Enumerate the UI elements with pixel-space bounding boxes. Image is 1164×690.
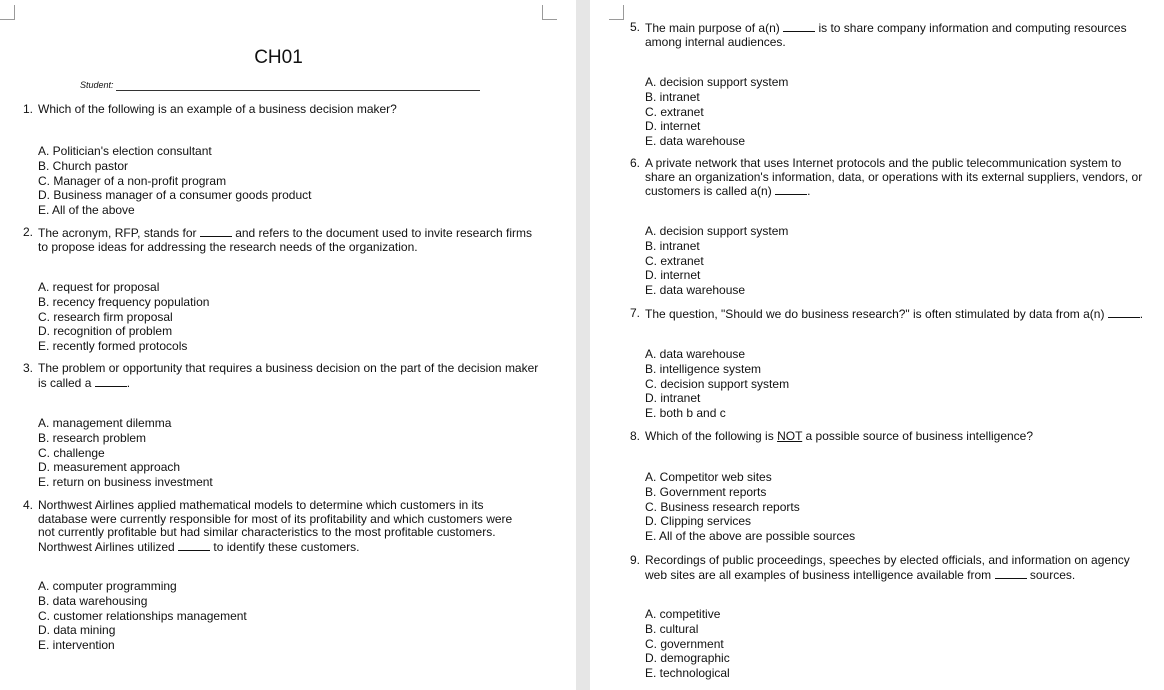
student-name-row [80, 80, 480, 92]
margin-corner-mark [542, 5, 557, 20]
question-text: Which of the following is an example of a business decision maker? [38, 102, 397, 116]
answer-option: D. internet [645, 119, 701, 134]
answer-option: A. competitive [645, 607, 721, 621]
answer-option: C. Business research reports [645, 499, 800, 514]
answer-option: E. return on business investment [38, 475, 213, 490]
answer-option: B. intelligence system [645, 361, 762, 376]
answer-option: C. extranet [645, 253, 704, 268]
student-name-line [116, 90, 480, 91]
answer-option: A. computer programming [38, 579, 177, 593]
answer-options [645, 347, 789, 421]
answer-blank [783, 21, 815, 32]
question-text: The main purpose of a(n) is to share company information and computing resources among internal audiences. [645, 21, 1127, 49]
question-text: The acronym, RFP, stands for and refers to the document used to invite research firms to propose ideas for addressing the research needs of the organization. [38, 226, 533, 254]
answer-option: D. measurement approach [38, 460, 181, 475]
question-number: 3. [22, 361, 33, 375]
answer-option: E. All of the above are possible sources [645, 529, 856, 544]
answer-option: B. data warehousing [38, 593, 148, 608]
question-text: The problem or opportunity that requires a business decision on the part of the decision maker is called a . [38, 361, 539, 390]
document-title: CH01 [254, 47, 303, 68]
answer-option: D. intranet [645, 391, 701, 406]
answer-option: C. extranet [645, 104, 704, 119]
answer-option: B. Church pastor [38, 158, 129, 173]
answer-option: D. demographic [645, 651, 730, 666]
answer-option: B. cultural [645, 621, 699, 636]
answer-option: B. research problem [38, 430, 147, 445]
answer-option: A. Competitor web sites [645, 470, 772, 484]
answer-option: C. decision support system [645, 376, 790, 391]
question-number: 9. [629, 553, 640, 567]
answer-options [38, 579, 247, 653]
answer-option: A. decision support system [645, 75, 789, 89]
answer-options [38, 280, 209, 354]
answer-option: D. internet [645, 268, 701, 283]
question-text: Which of the following is NOT a possible source of business intelligence? [645, 429, 1034, 443]
answer-option: E. data warehouse [645, 283, 746, 298]
answer-option: E. intervention [38, 638, 115, 653]
answer-option: D. Business manager of a consumer goods product [38, 188, 312, 203]
answer-option: A. decision support system [645, 224, 789, 238]
answer-options [645, 607, 730, 681]
answer-blank [200, 226, 232, 237]
answer-option: A. data warehouse [645, 347, 746, 361]
answer-option: E. recently formed protocols [38, 339, 188, 354]
question-number: 4. [22, 498, 33, 512]
answer-option: A. request for proposal [38, 280, 160, 294]
question-number: 8. [629, 429, 640, 443]
answer-option: A. Politician's election consultant [38, 144, 212, 158]
answer-options [645, 224, 788, 298]
answer-option: B. intranet [645, 89, 700, 104]
question-text: Recordings of public proceedings, speeches by elected officials, and information on agency web sites are all examples of business intelligence available from sources. [645, 553, 1130, 582]
answer-option: E. technological [645, 666, 730, 681]
question-text: Northwest Airlines applied mathematical models to determine which customers in its database were currently responsible for most of its profitability and which customers were not currently profitable but had similar characteristics to the most profitable customers. Northwest Airlines utilized to identify these customers. [38, 498, 513, 554]
answer-blank [178, 540, 210, 551]
answer-option: B. Government reports [645, 484, 767, 499]
question-number: 6. [629, 156, 640, 170]
question-number: 2. [22, 225, 33, 239]
answer-option: D. Clipping services [645, 514, 752, 529]
answer-option: E. data warehouse [645, 134, 746, 149]
answer-option: A. management dilemma [38, 416, 172, 430]
answer-blank [95, 376, 127, 387]
answer-option: B. recency frequency population [38, 294, 210, 309]
question-number: 1. [22, 102, 33, 116]
answer-option: C. customer relationships management [38, 608, 247, 623]
question-text: The question, "Should we do business research?" is often stimulated by data from a(n) . [645, 307, 1144, 321]
answer-option: C. government [645, 636, 724, 651]
answer-option: E. All of the above [38, 203, 135, 218]
answer-blank [1108, 307, 1140, 318]
question-number: 5. [629, 20, 640, 34]
answer-options [645, 470, 855, 544]
answer-options [38, 416, 213, 490]
answer-option: C. challenge [38, 445, 105, 460]
answer-options [645, 75, 788, 149]
question-text: A private network that uses Internet protocols and the public telecommunication system to share an organization's information, data, or operations with its external suppliers, vendors, or customers is called a(n) . [645, 156, 1143, 199]
margin-corner-mark [0, 5, 15, 20]
student-label: Student: [80, 80, 114, 90]
answer-option: B. intranet [645, 238, 700, 253]
document-page-right [590, 0, 1164, 690]
answer-option: D. recognition of problem [38, 324, 173, 339]
page-gutter [576, 0, 590, 690]
question-number: 7. [629, 306, 640, 320]
answer-option: E. both b and c [645, 406, 726, 421]
answer-option: D. data mining [38, 623, 116, 638]
answer-option: C. research firm proposal [38, 309, 173, 324]
answer-blank [775, 184, 807, 195]
margin-corner-mark [609, 5, 624, 20]
answer-options [38, 144, 311, 218]
answer-option: C. Manager of a non-profit program [38, 173, 227, 188]
document-page-left [0, 0, 576, 690]
answer-blank [995, 568, 1027, 579]
